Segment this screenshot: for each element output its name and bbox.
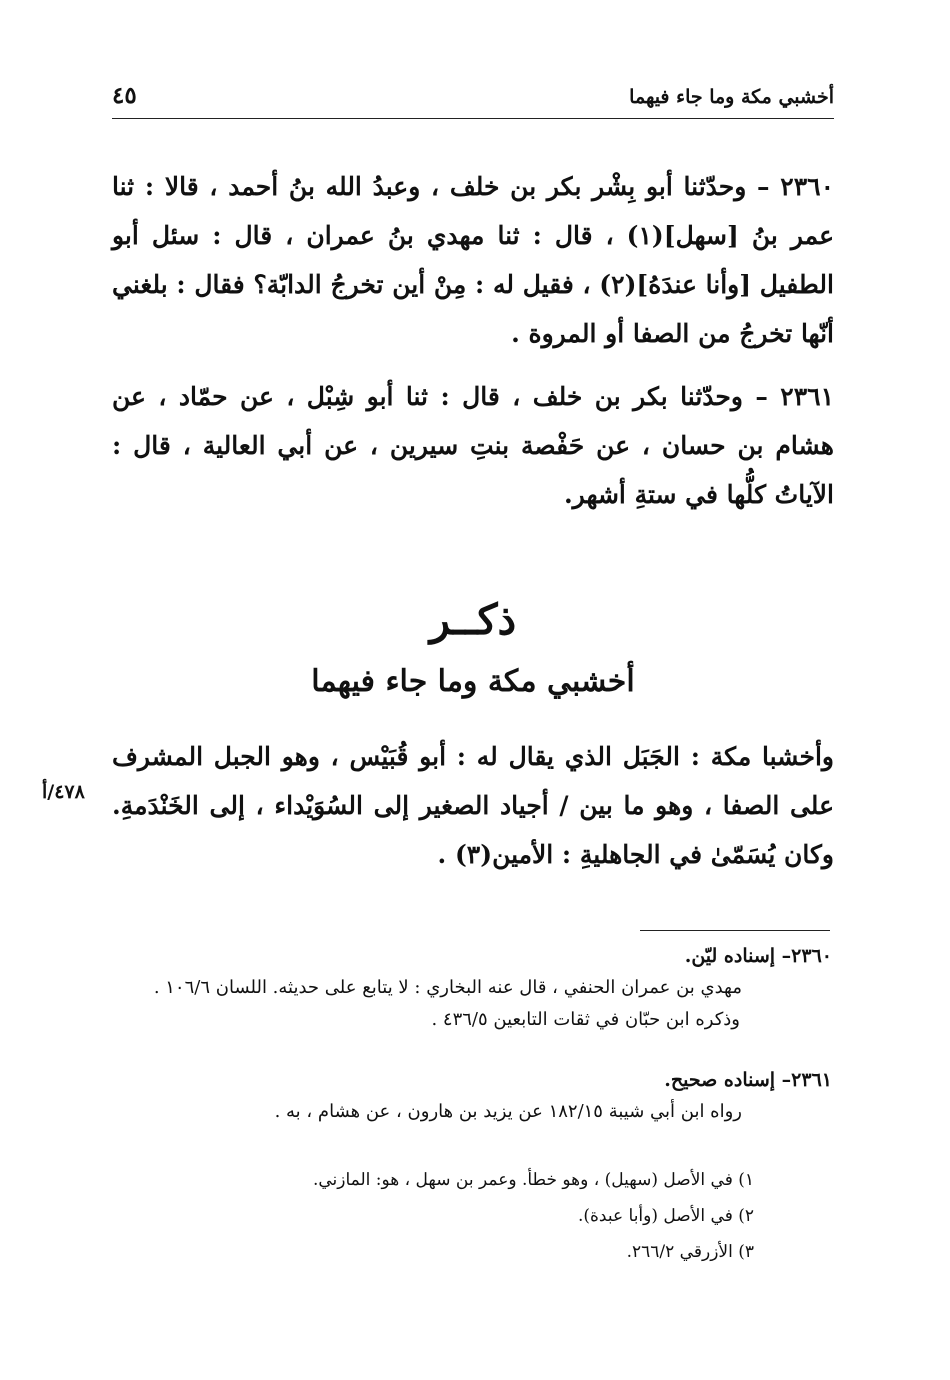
entry-2361 <box>112 372 834 519</box>
footnote-item: ٢) في الأصل (وأبا عبدة). <box>577 1206 754 1226</box>
entry-text: ٢٣٦٠ – وحدّثنا أبو بِشْر بكر بن خلف ، وعبدُ الله بنُ أحمد ، قالا : ثنا عمر بنُ [سهل](١) ، قال : ثنا مهدي بنُ عمران ، قال : سئل أبو الطفيل [وأنا عندَهُ](٢) ، فقيل له : مِنْ أين تخرجُ الدابّة؟ فقال : بلغني أنّها تخرجُ من الصفا أو المروة . <box>112 172 834 348</box>
takhrij-lead: ٢٣٦١– إسناده صحيح. <box>664 1069 832 1091</box>
footnote-item: ١) في الأصل (سهيل) ، وهو خطأ. وعمر بن سهل ، هو: المازني. <box>312 1170 754 1190</box>
section-body-text: وأخشبا مكة : الجَبَل الذي يقال له : أبو قُبَيْس ، وهو الجبل المشرف على الصفا ، وهو ما بين / أجياد الصغير إلى السُوَيْداء ، إلى الخَنْدَمةِ. وكان يُسَمّىٰ في الجاهليةِ : الأمين(٣) . <box>112 742 834 869</box>
takhrij-lead: ٢٣٦٠– إسناده ليّن. <box>684 945 832 967</box>
running-title: أخشبي مكة وما جاء فيهما <box>629 86 834 108</box>
page-header <box>112 78 834 119</box>
page-number: ٤٥ <box>112 82 137 109</box>
takhrij-2360 <box>112 940 832 1036</box>
footnote-item: ٣) الأزرقي ٢٦٦/٢. <box>626 1242 754 1262</box>
entry-2360 <box>112 162 834 358</box>
takhrij-line: وذكره ابن حبّان في ثقات التابعين ٤٣٦/٥ . <box>431 1009 740 1030</box>
footnote-divider <box>640 930 830 931</box>
manuscript-folio-note: ٤٧٨/أ <box>42 781 85 803</box>
takhrij-line: رواه ابن أبي شيبة ١٨٢/١٥ عن يزيد بن هارون ، عن هشام ، به . <box>274 1101 742 1122</box>
footnote-notes <box>112 1162 832 1270</box>
entry-text: ٢٣٦١ – وحدّثنا بكر بن خلف ، قال : ثنا أبو شِبْل ، عن حمّاد ، عن هشام بن حسان ، عن حَفْصة بنتِ سيرين ، عن أبي العالية ، قال : الآياتُ كلُّها في ستةِ أشهر. <box>112 382 834 509</box>
takhrij-2361 <box>112 1064 832 1128</box>
takhrij-line: مهدي بن عمران الحنفي ، قال عنه البخاري : لا يتابع على حديثه. اللسان ١٠٦/٦ . <box>153 977 742 998</box>
section-heading-dhikr: ذكــر <box>429 595 517 644</box>
section-body <box>112 732 834 879</box>
section-title: أخشبي مكة وما جاء فيهما <box>311 664 635 699</box>
